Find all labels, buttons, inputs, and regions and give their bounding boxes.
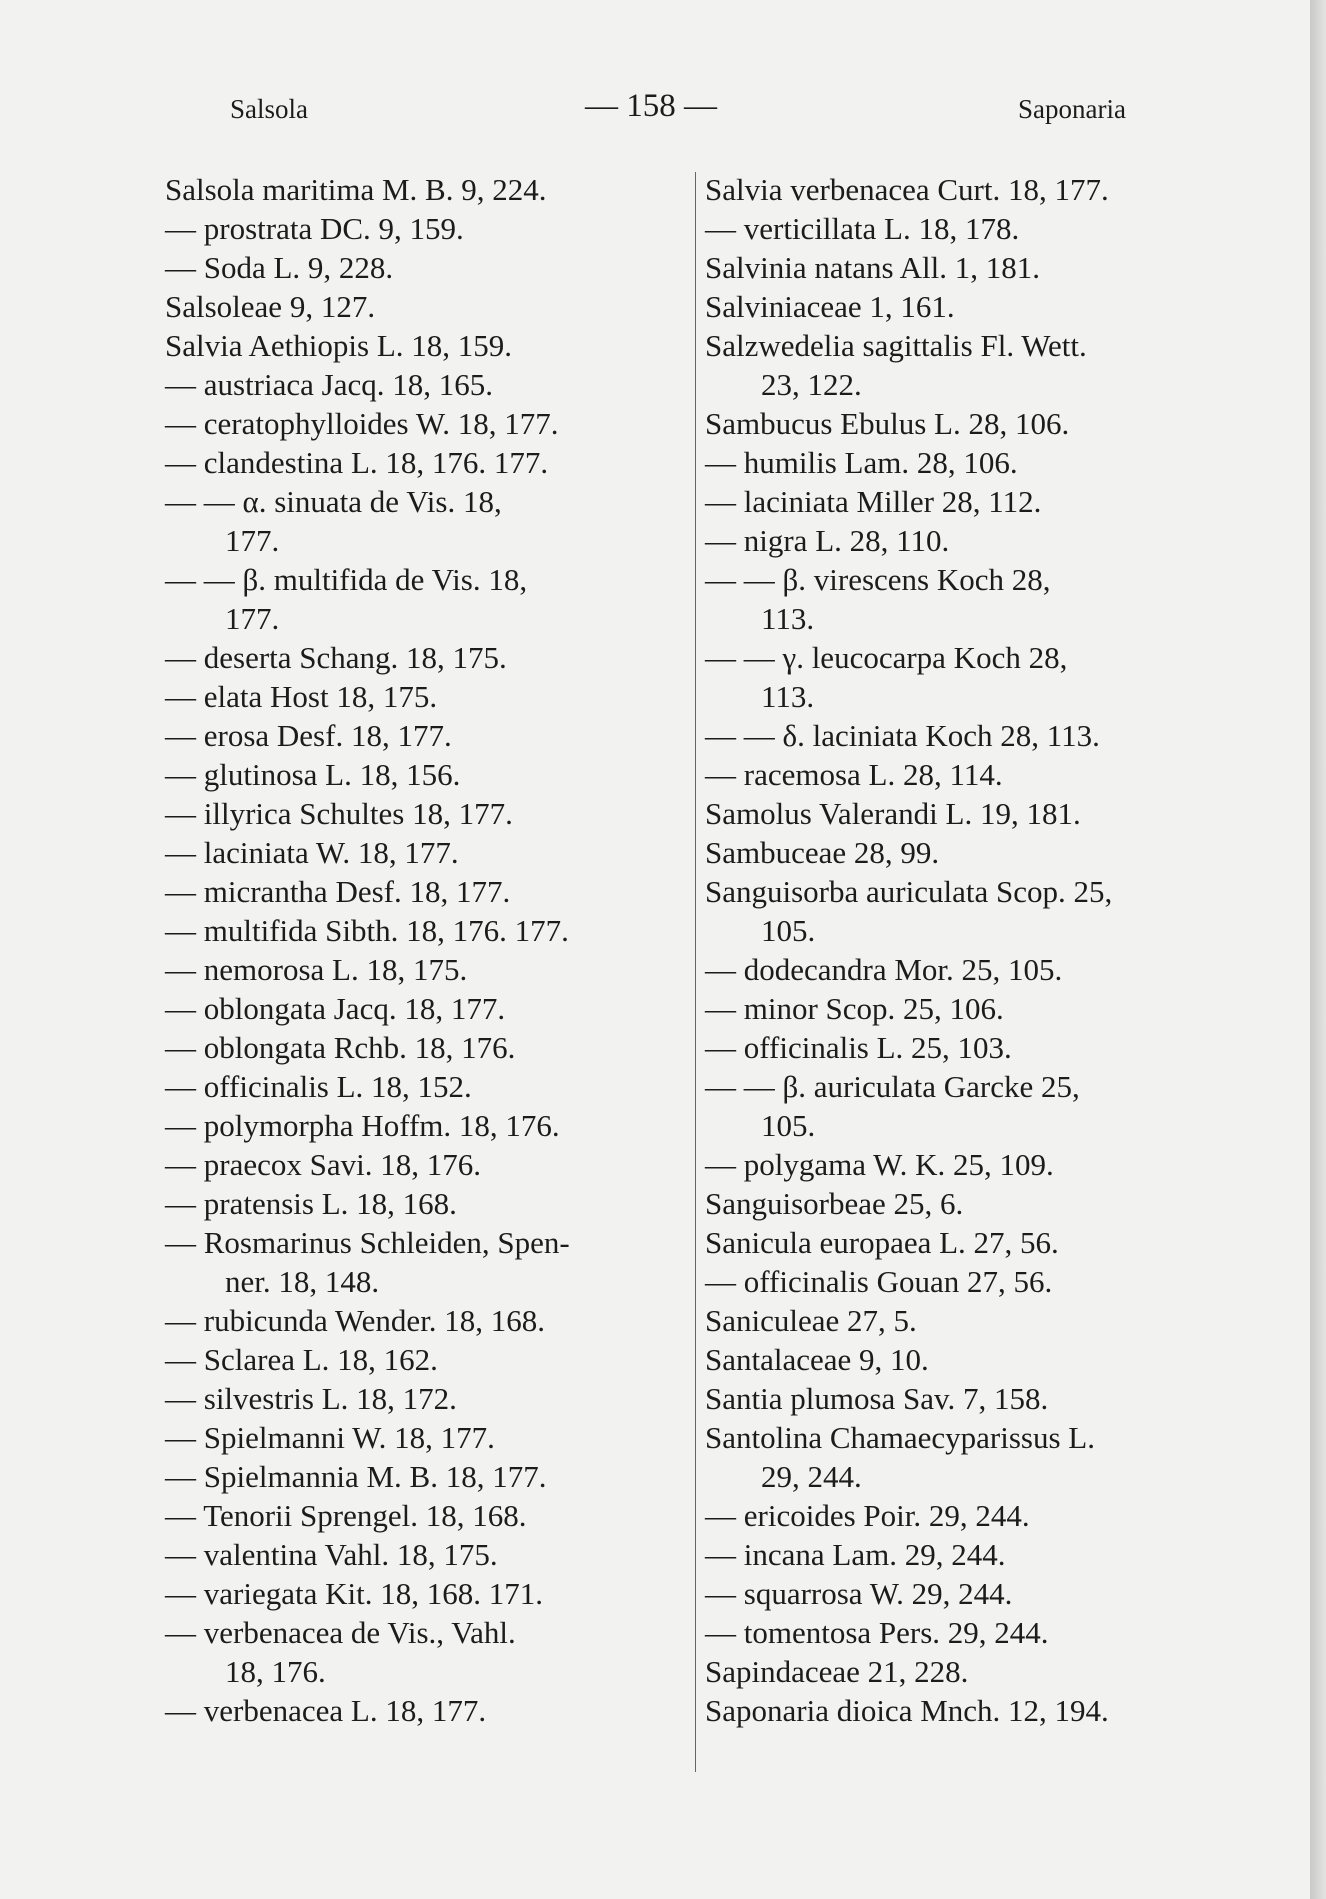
index-entry: — variegata Kit. 18, 168. 171. bbox=[165, 1576, 543, 1611]
index-entry: — micrantha Desf. 18, 177. bbox=[165, 874, 511, 909]
index-entry-continuation: 105. bbox=[761, 913, 816, 948]
index-entry: — glutinosa L. 18, 156. bbox=[165, 757, 461, 792]
index-entry: — — β. multifida de Vis. 18, bbox=[165, 562, 528, 597]
index-entry: — tomentosa Pers. 29, 244. bbox=[705, 1615, 1049, 1650]
index-entry: — humilis Lam. 28, 106. bbox=[705, 445, 1018, 480]
index-entry-continuation: 177. bbox=[225, 523, 280, 558]
index-entry-continuation: 113. bbox=[761, 601, 815, 636]
index-entry: — elata Host 18, 175. bbox=[165, 679, 438, 714]
index-entry: — deserta Schang. 18, 175. bbox=[165, 640, 507, 675]
index-entry: Santalaceae 9, 10. bbox=[705, 1342, 929, 1377]
index-entry: — valentina Vahl. 18, 175. bbox=[165, 1537, 498, 1572]
index-entry: Salvia Aethiopis L. 18, 159. bbox=[165, 328, 513, 363]
index-entry: Salvinia natans All. 1, 181. bbox=[705, 250, 1040, 285]
index-entry: Salsoleae 9, 127. bbox=[165, 289, 376, 324]
index-entry: — incana Lam. 29, 244. bbox=[705, 1537, 1006, 1572]
index-entry: Sanguisorba auriculata Scop. 25, bbox=[705, 874, 1113, 909]
index-entry-continuation: 29, 244. bbox=[761, 1459, 862, 1494]
index-entry: — illyrica Schultes 18, 177. bbox=[165, 796, 513, 831]
index-entry-continuation: 18, 176. bbox=[225, 1654, 326, 1689]
column-divider bbox=[695, 172, 696, 1772]
index-entry: — ceratophylloides W. 18, 177. bbox=[165, 406, 559, 441]
index-entry: — laciniata W. 18, 177. bbox=[165, 835, 459, 870]
left-column bbox=[165, 170, 695, 1730]
index-entry: Santolina Chamaecyparissus L. bbox=[705, 1420, 1095, 1455]
index-entry: Samolus Valerandi L. 19, 181. bbox=[705, 796, 1081, 831]
index-entry: — Rosmarinus Schleiden, Spen- bbox=[165, 1225, 570, 1260]
index-entry: — — β. virescens Koch 28, bbox=[705, 562, 1051, 597]
index-entry: — ericoides Poir. 29, 244. bbox=[705, 1498, 1030, 1533]
index-entry: — Spielmanni W. 18, 177. bbox=[165, 1420, 495, 1455]
index-entry-continuation: 113. bbox=[761, 679, 815, 714]
index-entry: Salviniaceae 1, 161. bbox=[705, 289, 955, 324]
index-entry: — polymorpha Hoffm. 18, 176. bbox=[165, 1108, 560, 1143]
index-entry-continuation: 23, 122. bbox=[761, 367, 862, 402]
index-entry: — — γ. leucocarpa Koch 28, bbox=[705, 640, 1068, 675]
index-entry: — rubicunda Wender. 18, 168. bbox=[165, 1303, 546, 1338]
index-entry: Salvia verbenacea Curt. 18, 177. bbox=[705, 172, 1109, 207]
page-number: — 158 — bbox=[585, 88, 717, 124]
index-entry: — Sclarea L. 18, 162. bbox=[165, 1342, 438, 1377]
index-entry: — oblongata Jacq. 18, 177. bbox=[165, 991, 506, 1026]
index-entry: — austriaca Jacq. 18, 165. bbox=[165, 367, 493, 402]
index-entry: — verticillata L. 18, 178. bbox=[705, 211, 1020, 246]
index-entry: — prostrata DC. 9, 159. bbox=[165, 211, 464, 246]
index-entry: — — δ. laciniata Koch 28, 113. bbox=[705, 718, 1100, 753]
index-entry: — erosa Desf. 18, 177. bbox=[165, 718, 452, 753]
right-column bbox=[705, 170, 1240, 1730]
index-entry: — officinalis L. 18, 152. bbox=[165, 1069, 472, 1104]
index-entry: Sambuceae 28, 99. bbox=[705, 835, 940, 870]
page-edge-shadow bbox=[1310, 0, 1326, 1899]
index-entry-continuation: 177. bbox=[225, 601, 280, 636]
index-entry: — verbenacea de Vis., Vahl. bbox=[165, 1615, 516, 1650]
index-entry: — dodecandra Mor. 25, 105. bbox=[705, 952, 1063, 987]
index-entry: — laciniata Miller 28, 112. bbox=[705, 484, 1042, 519]
index-entry: — officinalis Gouan 27, 56. bbox=[705, 1264, 1053, 1299]
index-entry: Salsola maritima M. B. 9, 224. bbox=[165, 172, 547, 207]
index-entry: — minor Scop. 25, 106. bbox=[705, 991, 1004, 1026]
index-entry-continuation: ner. 18, 148. bbox=[225, 1264, 380, 1299]
index-entry: Santia plumosa Sav. 7, 158. bbox=[705, 1381, 1049, 1416]
index-entry: — multifida Sibth. 18, 176. 177. bbox=[165, 913, 569, 948]
index-entry: — polygama W. K. 25, 109. bbox=[705, 1147, 1054, 1182]
index-entry: — oblongata Rchb. 18, 176. bbox=[165, 1030, 516, 1065]
index-entry: Saponaria dioica Mnch. 12, 194. bbox=[705, 1693, 1109, 1728]
index-entry: Sapindaceae 21, 228. bbox=[705, 1654, 969, 1689]
index-entry: — clandestina L. 18, 176. 177. bbox=[165, 445, 549, 480]
index-entry: Sanguisorbeae 25, 6. bbox=[705, 1186, 964, 1221]
index-entry: — officinalis L. 25, 103. bbox=[705, 1030, 1012, 1065]
index-entry: Salzwedelia sagittalis Fl. Wett. bbox=[705, 328, 1087, 363]
index-entry: — praecox Savi. 18, 176. bbox=[165, 1147, 481, 1182]
index-entry: — nigra L. 28, 110. bbox=[705, 523, 950, 558]
index-entry: — Soda L. 9, 228. bbox=[165, 250, 394, 285]
index-entry: — nemorosa L. 18, 175. bbox=[165, 952, 468, 987]
index-entry: — verbenacea L. 18, 177. bbox=[165, 1693, 487, 1728]
index-entry: — squarrosa W. 29, 244. bbox=[705, 1576, 1013, 1611]
running-header bbox=[0, 88, 1310, 138]
index-entry: — Spielmannia M. B. 18, 177. bbox=[165, 1459, 547, 1494]
index-entry: Sambucus Ebulus L. 28, 106. bbox=[705, 406, 1070, 441]
header-left-guide-word: Salsola bbox=[230, 94, 308, 124]
index-entry: Saniculeae 27, 5. bbox=[705, 1303, 917, 1338]
index-entry: — silvestris L. 18, 172. bbox=[165, 1381, 457, 1416]
index-entry: — — β. auriculata Garcke 25, bbox=[705, 1069, 1080, 1104]
header-right-guide-word: Saponaria bbox=[1018, 94, 1126, 124]
index-entry: Sanicula europaea L. 27, 56. bbox=[705, 1225, 1059, 1260]
index-entry: — racemosa L. 28, 114. bbox=[705, 757, 1003, 792]
index-entry: — pratensis L. 18, 168. bbox=[165, 1186, 457, 1221]
index-entry: — Tenorii Sprengel. 18, 168. bbox=[165, 1498, 527, 1533]
index-entry-continuation: 105. bbox=[761, 1108, 816, 1143]
index-entry: — — α. sinuata de Vis. 18, bbox=[165, 484, 502, 519]
